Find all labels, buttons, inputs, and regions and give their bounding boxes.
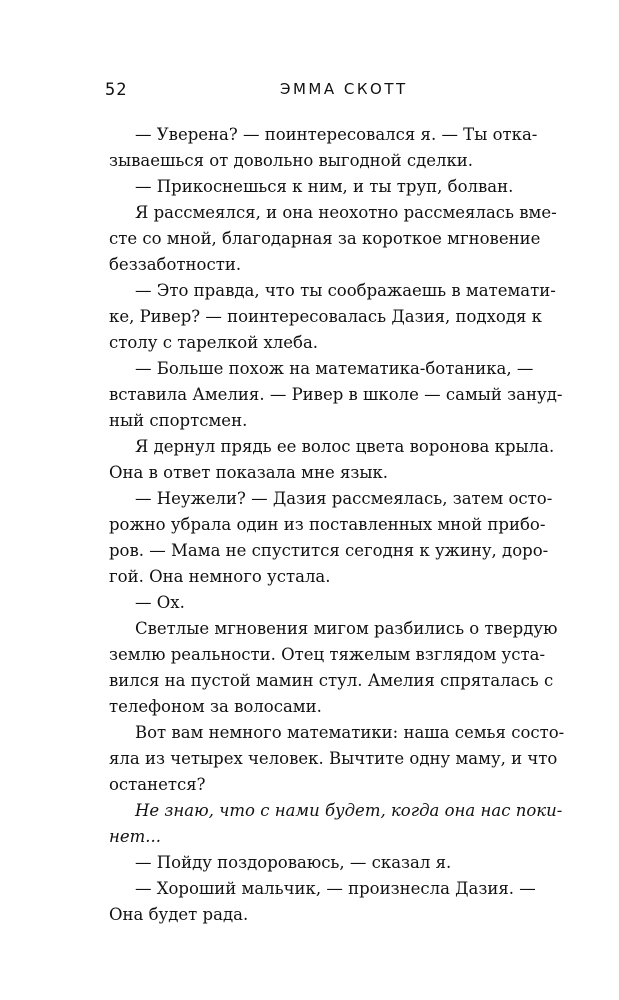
- text-line: — Больше похож на математика-ботаника, —: [135, 359, 534, 378]
- text-line: Она будет рада.: [109, 905, 249, 924]
- text-line: — Прикоснешься к ним, и ты труп, болван.: [135, 177, 514, 196]
- text-line: вился на пустой мамин стул. Амелия спряталась с: [109, 671, 554, 690]
- text-line: вставила Амелия. — Ривер в школе — самый зануд-: [109, 385, 563, 404]
- text-line: зываешься от довольно выгодной сделки.: [109, 151, 474, 170]
- text-line: Я дернул прядь ее волос цвета воронова крыла.: [135, 437, 555, 456]
- text-line: — Хороший мальчик, — произнесла Дазия. —: [135, 879, 536, 898]
- text-line: Она в ответ показала мне язык.: [109, 463, 389, 482]
- text-body: [109, 122, 565, 928]
- running-head: ЭММА СКОТТ: [280, 80, 408, 98]
- text-line: рожно убрала один из поставленных мной прибо-: [109, 515, 546, 534]
- text-line: — Ох.: [135, 593, 185, 612]
- text-line: Светлые мгновения мигом разбились о твердую: [135, 619, 558, 638]
- text-line: — Уверена? — поинтересовался я. — Ты отка-: [135, 125, 538, 144]
- text-line: яла из четырех человек. Вычтите одну маму, и что: [109, 749, 558, 768]
- text-line: ный спортсмен.: [109, 411, 248, 430]
- text-line: беззаботности.: [109, 255, 242, 274]
- text-line: столу с тарелкой хлеба.: [109, 333, 319, 352]
- text-line: — Это правда, что ты соображаешь в математи-: [135, 281, 556, 300]
- text-line: Вот вам немного математики: наша семья состо-: [135, 723, 565, 742]
- text-line: останется?: [109, 775, 206, 794]
- page-number: 52: [105, 80, 128, 100]
- text-line: нет...: [109, 827, 162, 846]
- text-line: ке, Ривер? — поинтересовалась Дазия, подходя к: [109, 307, 542, 326]
- text-line: сте со мной, благодарная за короткое мгновение: [109, 229, 541, 248]
- page-header: [0, 80, 619, 106]
- text-line: ров. — Мама не спустится сегодня к ужину, доро-: [109, 541, 549, 560]
- text-line: гой. Она немного устала.: [109, 567, 331, 586]
- text-line: землю реальности. Отец тяжелым взглядом уста-: [109, 645, 546, 664]
- text-line: телефоном за волосами.: [109, 697, 322, 716]
- text-line: Я рассмеялся, и она неохотно рассмеялась вме-: [135, 203, 557, 222]
- text-line: Не знаю, что с нами будет, когда она нас поки-: [135, 801, 563, 820]
- text-line: — Неужели? — Дазия рассмеялась, затем осто-: [135, 489, 553, 508]
- text-line: — Пойду поздороваюсь, — сказал я.: [135, 853, 452, 872]
